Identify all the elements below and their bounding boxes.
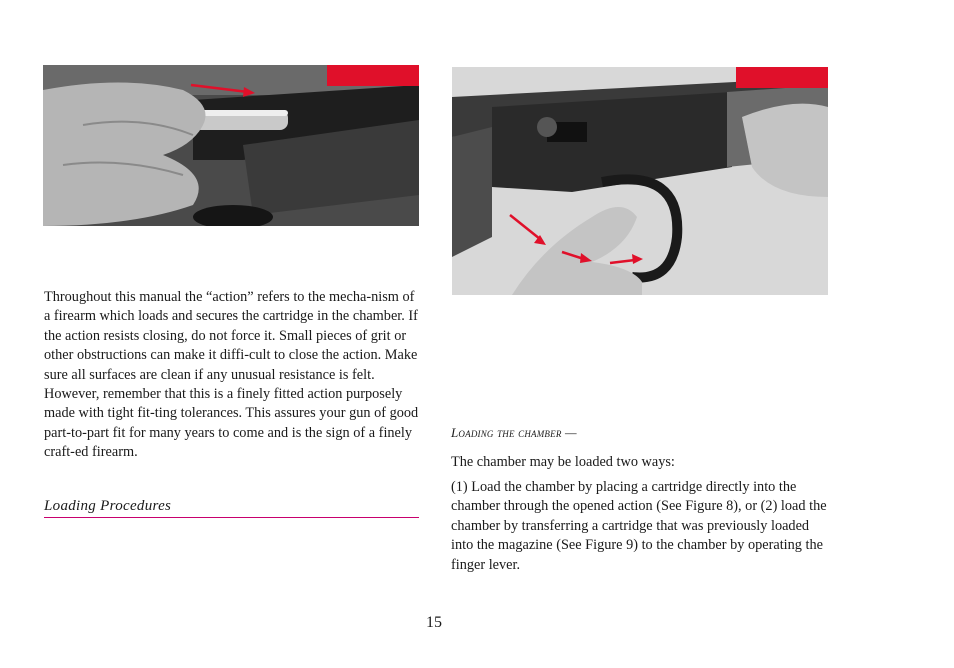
page-number: 15 [426, 614, 442, 631]
figure-8-photo [43, 65, 419, 226]
figure-8-illustration [43, 65, 419, 226]
paragraph-methods: (1) Load the chamber by placing a cartridge directly into the chamber through the opened action (See Figure 8), or (2) load the chamber by transferring a cartridge that was previously loaded into the magazine (See Figure 9) to the chamber by operating the finger lever. [451, 479, 827, 573]
figure-9-photo [452, 67, 828, 295]
figure-8-tab [327, 65, 419, 86]
intro-paragraph: Throughout this manual the “action” refers to the mecha-nism of a firearm which loads and secures the cartridge in the chamber. If the action resists closing, do not force it. Small pieces of grit or other obstructions can make it diffi-cult to close the action. Make sure all surfaces are clean if any unusual resistance is felt. However, remember that this is a finely fitted action purposely made with tight fit-ting tolerances. This assures your gun of good part-to-part fit for many years to come and is the sign of a finely craft-ed firearm. [44, 289, 419, 461]
figure-9-illustration [452, 67, 828, 295]
section-heading: Loading Procedures [44, 498, 419, 518]
figure-9-tab [736, 67, 828, 88]
paragraph-ways: The chamber may be loaded two ways: [451, 454, 675, 470]
subsection-heading: Loading the chamber — [451, 425, 577, 440]
